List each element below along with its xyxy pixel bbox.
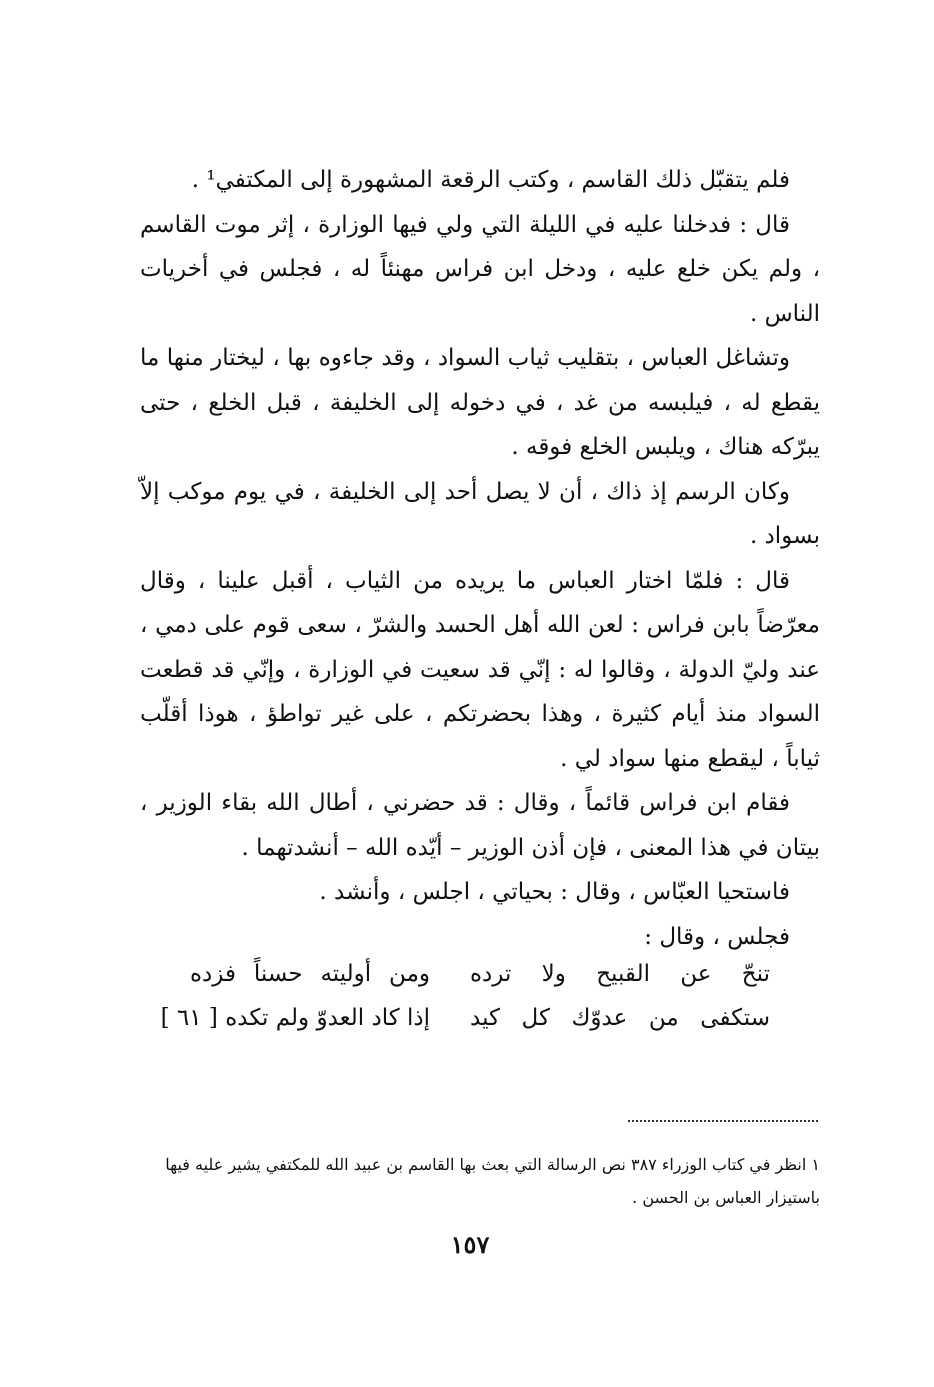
footnote-1: ١ انظر في كتاب الوزراء ٣٨٧ نص الرسالة التي بعث بها القاسم بن عبيد الله للمكتفي يشير عليه فيها باستيزار العباس بن الحسن . (165, 1155, 820, 1207)
footnote-separator (628, 1120, 818, 1122)
paragraph-4: وكان الرسم إذ ذاك ، أن لا يصل أحد إلى الخليفة ، في يوم موكب إلاّ بسواد . (140, 478, 820, 549)
main-text-block (140, 158, 820, 959)
poem-verse (190, 952, 770, 996)
hemistich-spacer (430, 952, 470, 996)
footnotes-block (140, 1148, 820, 1214)
poem-first-hemistich: ستكفى من عدوّك كل كيد (470, 1005, 770, 1031)
paragraph-7: فاستحيا العبّاس ، وقال : بحياتي ، اجلس ، وأنشد . (319, 879, 790, 905)
page-number: ١٥٧ (450, 1230, 490, 1259)
paragraph-1: فلم يتقبّل ذلك القاسم ، وكتب الرقعة المشهورة إلى المكتفي¹ . (191, 167, 790, 193)
paragraph-5: قال : فلمّا اختار العباس ما يريده من الثياب ، أقبل علينا ، وقال معرّضاً بابن فراس : لعن الله أهل الحسد والشرّ ، سعى قوم على دمي ، عند وليّ الدولة ، وقالوا له : إنّي قد سعيت في الوزارة ، وإنّي قد قطعت السواد منذ أيام كثيرة ، وهذا بحضرتكم ، على غير تواطؤ ، هوذا أقلّب ثياباً ، ليقطع منها سواد لي . (140, 567, 820, 772)
poem-verse (160, 996, 770, 1040)
paragraph-6: فقام ابن فراس قائماً ، وقال : قد حضرني ، أطال الله بقاء الوزير ، بيتان في هذا المعنى ، فإن أذن الوزير – أيّده الله – أنشدتهما . (140, 790, 820, 861)
paragraph-2: قال : فدخلنا عليه في الليلة التي ولي فيها الوزارة ، إثر موت القاسم ، ولم يكن خلع عليه ، ودخل ابن فراس مهنئاً له ، فجلس في أخريات الناس . (140, 211, 820, 327)
hemistich-spacer (430, 996, 470, 1040)
poem-first-hemistich: تنحّ عن القبيح ولا ترده (470, 961, 770, 987)
paragraph-8: فجلس ، وقال : (644, 923, 790, 950)
poem-second-hemistich: ومن أوليته حسناً فزده (190, 961, 430, 987)
poem-block (160, 952, 770, 1040)
poem-second-hemistich: إذا كاد العدوّ ولم تكده [ ٦١ ] (160, 1005, 430, 1031)
paragraph-3: وتشاغل العباس ، بتقليب ثياب السواد ، وقد جاءوه بها ، ليختار منها ما يقطع له ، فيلبسه من غد ، في دخوله إلى الخليفة ، قبل الخلع ، حتى يبرّكه هناك ، ويلبس الخلع فوقه . (140, 345, 820, 460)
